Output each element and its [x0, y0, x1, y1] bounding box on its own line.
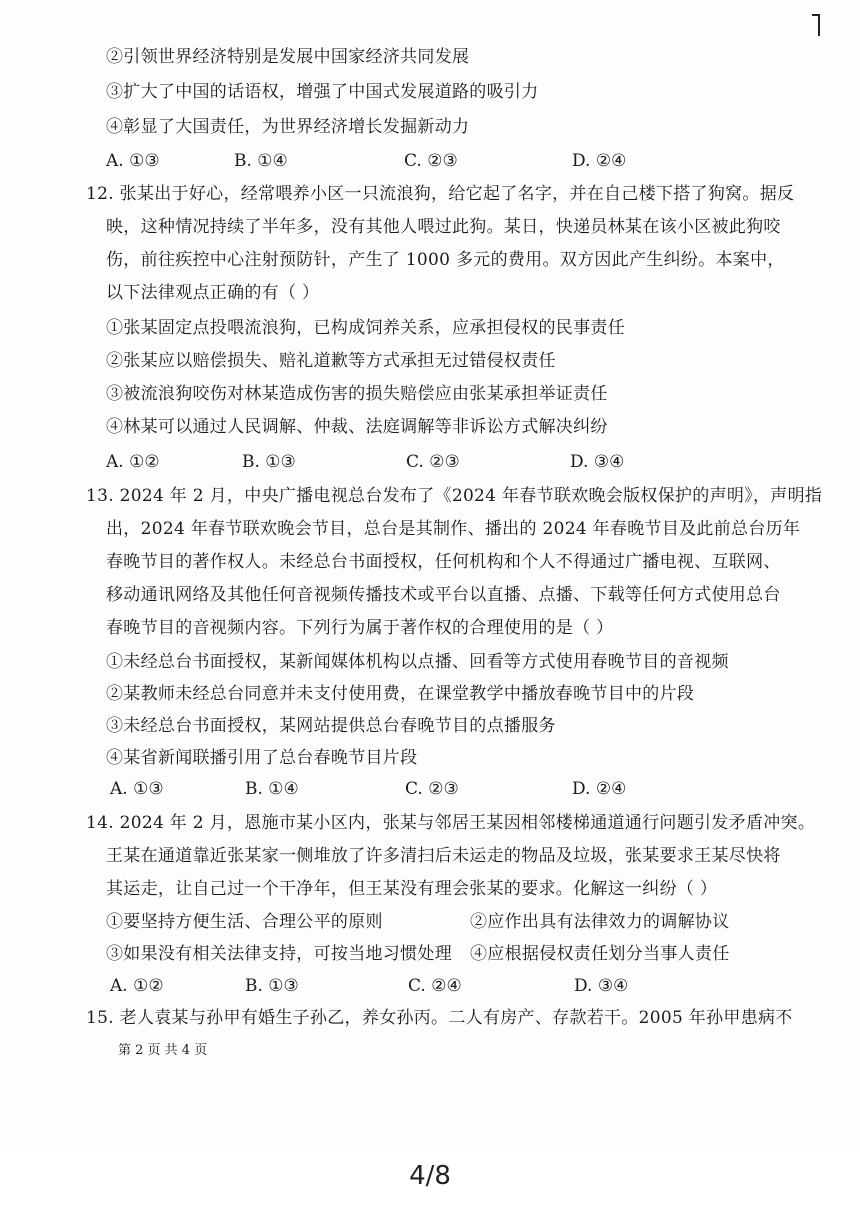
q11-item-3: ③扩大了中国的话语权，增强了中国式发展道路的吸引力: [106, 82, 539, 102]
q12-item-3: ③被流浪狗咬伤对林某造成伤害的损失赔偿应由张某承担举证责任: [106, 384, 608, 404]
q13-item-4: ④某省新闻联播引用了总台春晚节目片段: [106, 748, 418, 768]
q14-option-c: C. ②④: [408, 976, 462, 996]
q11-option-d: D. ②④: [572, 151, 627, 171]
q13-item-2: ②某教师未经总台同意并未支付使用费，在课堂教学中播放春晚节目中的片段: [106, 684, 695, 704]
page-footer: 第 2 页 共 4 页: [118, 1043, 208, 1058]
q13-option-c: C. ②③: [405, 779, 459, 799]
viewer-page-indicator: 4/8: [409, 1161, 451, 1191]
q13-stem-line-3: 春晚节目的著作权人。未经总台书面授权，任何机构和个人不得通过广播电视、互联网、: [106, 552, 781, 572]
q12-item-1: ①张某固定点投喂流浪狗，已构成饲养关系，应承担侵权的民事责任: [106, 318, 625, 338]
q14-stem-line-3: 其运走，让自己过一个干净年，但王某没有理会张某的要求。化解这一纠纷（ ）: [106, 879, 718, 899]
q13-stem-line-2: 出，2024 年春节联欢晚会节目，总台是其制作、播出的 2024 年春晚节目及此前总台历年: [106, 519, 801, 539]
q12-stem-line-2: 映，这种情况持续了半年多，没有其他人喂过此狗。某日，快递员林某在该小区被此狗咬: [106, 217, 781, 237]
q14-option-d: D. ③④: [574, 976, 629, 996]
q14-stem-line-1: 14. 2024 年 2 月，恩施市某小区内，张某与邻居王某因相邻楼梯通道通行问题引发矛盾冲突。: [86, 813, 816, 833]
corner-crop-mark: [812, 14, 820, 36]
q12-option-d: D. ③④: [570, 452, 625, 472]
q13-stem-line-5: 春晚节目的音视频内容。下列行为属于著作权的合理使用的是（ ）: [106, 618, 614, 638]
q12-item-4: ④林某可以通过人民调解、仲裁、法庭调解等非诉讼方式解决纠纷: [106, 417, 608, 437]
q13-stem-line-1: 13. 2024 年 2 月，中央广播电视总台发布了《2024 年春节联欢晚会版权保护的声明》，声明指: [86, 486, 823, 506]
q13-option-d: D. ②④: [572, 779, 627, 799]
q13-option-a: A. ①③: [110, 779, 164, 799]
q13-option-b: B. ①④: [245, 779, 299, 799]
q11-item-2: ②引领世界经济特别是发展中国家经济共同发展: [106, 47, 470, 67]
q11-item-4: ④彰显了大国责任，为世界经济增长发掘新动力: [106, 117, 470, 137]
q12-stem-line-1: 12. 张某出于好心，经常喂养小区一只流浪狗，给它起了名字，并在自己楼下搭了狗窝。据反: [86, 184, 795, 204]
q14-item-2: ②应作出具有法律效力的调解协议: [470, 912, 730, 932]
q12-option-a: A. ①②: [106, 452, 160, 472]
q13-item-1: ①未经总台书面授权，某新闻媒体机构以点播、回看等方式使用春晚节目的音视频: [106, 652, 729, 672]
q12-stem-line-4: 以下法律观点正确的有（ ）: [106, 283, 320, 303]
q14-item-1: ①要坚持方便生活、合理公平的原则: [106, 912, 383, 932]
q12-stem-line-3: 伤，前往疾控中心注射预防针，产生了 1000 多元的费用。双方因此产生纠纷。本案中，: [106, 250, 785, 270]
q13-item-3: ③未经总台书面授权，某网站提供总台春晚节目的点播服务: [106, 716, 556, 736]
q13-stem-line-4: 移动通讯网络及其他任何音视频传播技术或平台以直播、点播、下载等任何方式使用总台: [106, 585, 781, 605]
q12-option-b: B. ①③: [242, 452, 296, 472]
q15-stem-line-1: 15. 老人袁某与孙甲有婚生子孙乙，养女孙丙。二人有房产、存款若干。2005 年孙甲患病不: [86, 1008, 793, 1028]
q11-option-a: A. ①③: [106, 151, 160, 171]
q14-option-a: A. ①②: [110, 976, 164, 996]
q14-item-3: ③如果没有相关法律支持，可按当地习惯处理: [106, 944, 452, 964]
q14-item-4: ④应根据侵权责任划分当事人责任: [470, 944, 730, 964]
q14-option-b: B. ①③: [245, 976, 299, 996]
q11-option-c: C. ②③: [404, 151, 458, 171]
q12-option-c: C. ②③: [406, 452, 460, 472]
q14-stem-line-2: 王某在通道靠近张某家一侧堆放了许多清扫后未运走的物品及垃圾，张某要求王某尽快将: [106, 846, 781, 866]
q12-item-2: ②张某应以赔偿损失、赔礼道歉等方式承担无过错侵权责任: [106, 351, 556, 371]
q11-option-b: B. ①④: [234, 151, 288, 171]
